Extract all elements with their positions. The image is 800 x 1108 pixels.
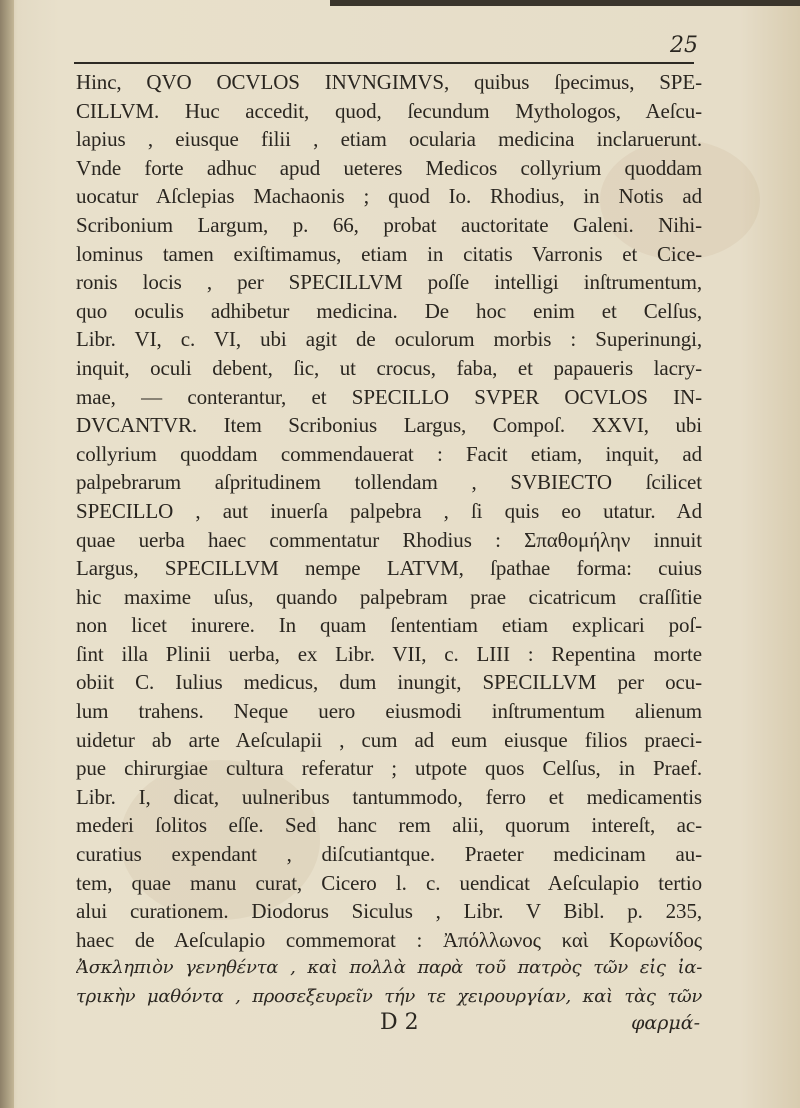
text-line: ronis locis , per SPECILLVM poſſe intelligi inſtrumentum, — [76, 270, 702, 295]
text-line: ſint illa Plinii uerba, ex Libr. VII, c. LIII : Repentina morte — [76, 641, 702, 666]
text-line: curatius expendant , diſcutiantque. Praeter medicinam au- — [76, 842, 702, 867]
text-line: hic maxime uſus, quando palpebram prae cicatricum craſſitie — [76, 584, 702, 609]
header-rule — [74, 62, 694, 64]
body-text — [76, 68, 702, 1012]
text-line: quo oculis adhibetur medicina. De hoc enim et Celſus, — [76, 298, 702, 323]
text-line: palpebrarum aſpritudinem tollendam , SVBIECTO ſcilicet — [76, 470, 702, 495]
text-line: mae, — conterantur, et SPECILLO SVPER OCVLOS IN- — [76, 384, 702, 409]
signature-mark: D 2 — [380, 1010, 419, 1035]
text-line: haec de Aeſculapio commemorat : Ἀπόλλωνος καὶ Κορωνίδος — [76, 927, 702, 952]
text-line: Libr. VI, c. VI, ubi agit de oculorum morbis : Superinungi, — [76, 327, 702, 352]
text-line: obiit C. Iulius medicus, dum inungit, SPECILLVM per ocu- — [76, 670, 702, 695]
text-line: Scribonium Largum, p. 66, probat auctoritate Galeni. Nihi- — [76, 212, 702, 237]
text-line: inquit, oculi debent, ſic, ut crocus, faba, et papaueris lacry- — [76, 355, 702, 380]
text-line: alui curationem. Diodorus Siculus , Libr. V Bibl. p. 235, — [76, 899, 702, 924]
text-line: uocatur Aſclepias Machaonis ; quod Io. Rhodius, in Notis ad — [76, 184, 702, 209]
text-line: Largus, SPECILLVM nempe LATVM, ſpathae forma: cuius — [76, 556, 702, 581]
greek-text-line: Ἀσκληπιὸν γενηθέντα , καὶ πολλὰ παρὰ τοῦ πατρὸς τῶν εἰς ἰα- — [76, 957, 702, 979]
text-line: Libr. I, dicat, uulneribus tantummodo, ferro et medicamentis — [76, 784, 702, 809]
text-line: CILLVM. Huc accedit, quod, ſecundum Mythologos, Aeſcu- — [76, 98, 702, 123]
page-number: 25 — [670, 33, 698, 58]
text-line: lapius , eiusque filii , etiam ocularia medicina inclaruerunt. — [76, 127, 702, 152]
text-line: Hinc, QVO OCVLOS INVNGIMVS, quibus ſpecimus, SPE- — [76, 70, 702, 94]
text-line: quae uerba haec commentatur Rhodius : Σπαθομήλην innuit — [76, 527, 702, 552]
catchword: φαρμά- — [631, 1012, 700, 1034]
book-spine-shadow — [0, 0, 14, 1108]
text-line: tem, quae manu curat, Cicero l. c. uendicat Aeſculapio tertio — [76, 870, 702, 895]
text-line: uidetur ab arte Aeſculapii , cum ad eum eiusque filios praeci- — [76, 727, 702, 752]
text-line: DVCANTVR. Item Scribonius Largus, Compoſ. XXVI, ubi — [76, 413, 702, 438]
text-line: collyrium quoddam commendauerat : Facit etiam, inquit, ad — [76, 441, 702, 466]
text-line: pue chirurgiae cultura referatur ; utpote quos Celſus, in Praef. — [76, 756, 702, 781]
text-line: lominus tamen exiſtimamus, etiam in citatis Varronis et Cice- — [76, 241, 702, 266]
greek-text-line: τρικὴν μαθόντα , προσεξευρεῖν τήν τε χειρουργίαν, καὶ τὰς τῶν — [76, 986, 702, 1007]
text-line: mederi ſolitos eſſe. Sed hanc rem alii, quorum intereſt, ac- — [76, 813, 702, 838]
text-line: SPECILLO , aut inuerſa palpebra , ſi quis eo utatur. Ad — [76, 498, 702, 523]
text-line: Vnde forte adhuc apud ueteres Medicos collyrium quoddam — [76, 155, 702, 180]
text-line: lum trahens. Neque uero eiusmodi inſtrumentum alienum — [76, 699, 702, 724]
top-edge-shadow — [330, 0, 800, 6]
text-line: non licet inurere. In quam ſententiam etiam explicari poſ- — [76, 613, 702, 638]
